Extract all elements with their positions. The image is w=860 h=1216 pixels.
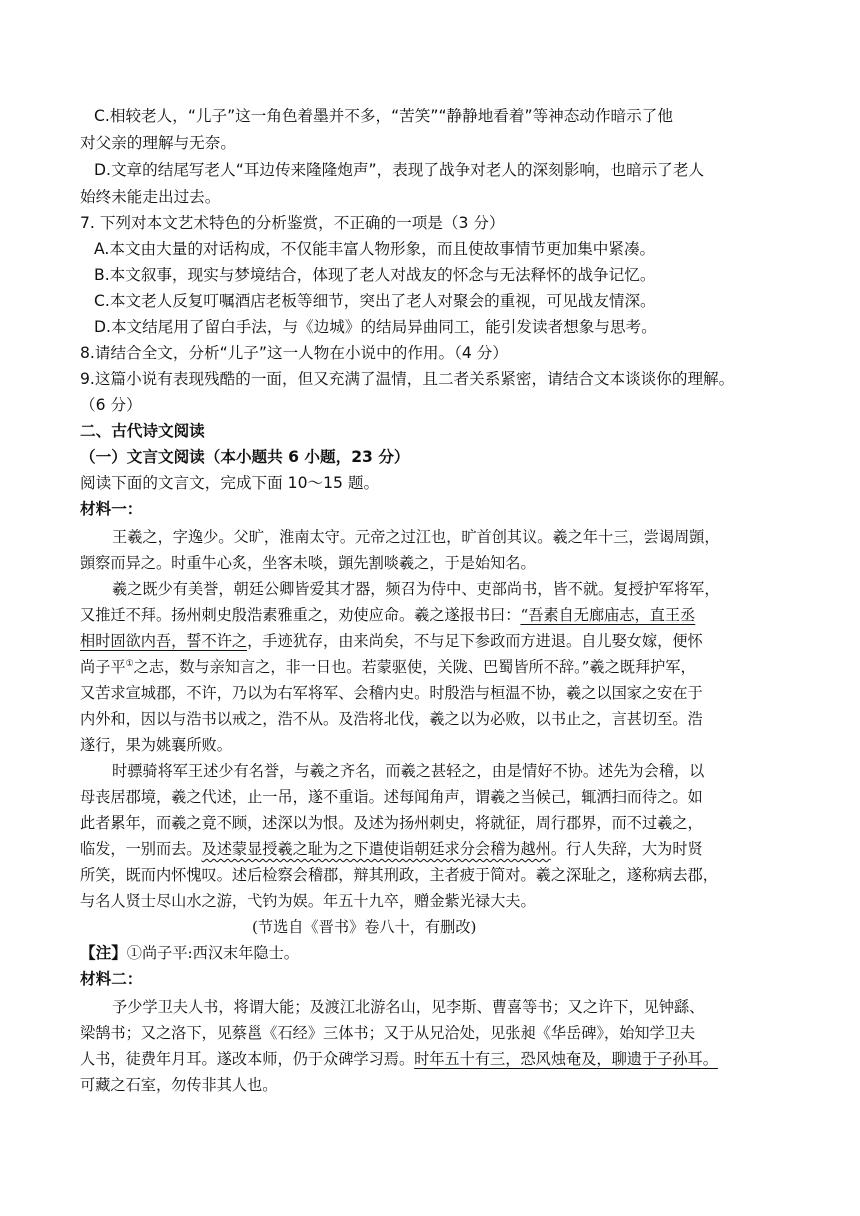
underlined-quote-start: “吾素自无廊庙志，直王丞 — [520, 606, 696, 624]
footnote-marker: ① — [125, 658, 134, 669]
q6-option-c-line2: 对父亲的理解与无奈。 — [80, 134, 236, 152]
material1-p1-line2: 顗察而异之。时重牛心炙，坐客未啖，顗先割啖羲之，于是始知名。 — [80, 554, 536, 572]
section-heading: 二、古代诗文阅读 — [80, 422, 205, 440]
footnote-text: ①尚子平:西汉末年隐士。 — [126, 944, 299, 962]
material1-p2-line5: 又苦求宣城郡，不许，乃以为右军将军、会稽内史。时殷浩与桓温不协，羲之以国家之安在于 — [80, 684, 703, 702]
instruction: 阅读下面的文言文，完成下面 10～15 题。 — [80, 474, 380, 492]
sub-section-heading: （一）文言文阅读（本小题共 6 小题，23 分） — [80, 448, 410, 466]
q6-option-d-line2: 始终未能走出过去。 — [80, 188, 221, 206]
material1-p3-line5: 所笑，既而内怀愧叹。述后检察会稽郡，辩其刑政，主者疲于简对。羲之深耻之，遂称病去郡， — [80, 866, 718, 884]
material1-p2-line1: 羲之既少有美誉，朝廷公卿皆爱其才器，频召为侍中、吏部尚书，皆不就。复授护军将军， — [112, 580, 720, 598]
underlined-sentence: 时年五十有三，恐风烛奄及，聊遗于子孙耳。 — [414, 1050, 718, 1068]
material1-label: 材料一： — [80, 500, 143, 518]
q6-option-c-line1: C.相较老人，“儿子”这一角色着墨并不多，“苦笑”“静静地看着”等神态动作暗示了他 — [94, 107, 673, 125]
material1-p2-line4-name: 尚子平 — [80, 658, 126, 676]
material1-p2-line4 — [80, 655, 696, 679]
material2-line2: 梁鹄书；又之洛下，见蔡邕《石经》三体书；又于从兄洽处，见张昶《华岳碑》，始知学卫夫 — [80, 1024, 696, 1042]
q7-option-d: D.本文结尾用了留白手法，与《边城》的结局异曲同工，能引发读者想象与思考。 — [94, 318, 657, 336]
material1-p3-line4 — [80, 837, 703, 861]
q7-stem: 7. 下列对本文艺术特色的分析鉴赏，不正确的一项是（3 分） — [80, 214, 505, 232]
material1-p2-line4-text: 之志，数与亲知言之，非一日也。若蒙驱使，关陇、巴蜀皆所不辞。”羲之既拜护军， — [133, 658, 696, 676]
material2-line4: 可藏之石室，勿传非其人也。 — [80, 1076, 278, 1094]
q8: 8.请结合全文，分析“儿子”这一人物在小说中的作用。（4 分） — [80, 344, 508, 362]
material1-p2-line3 — [80, 629, 703, 653]
material1-p3-line3: 此者累年，而羲之竟不顾，述深以为恨。及述为扬州刺史，将就征，周行郡界，而不过羲之， — [80, 814, 703, 832]
material1-source: (节选自《晋书》卷八十，有删改) — [252, 918, 477, 936]
material2-line1: 予少学卫夫人书，将谓大能；及渡江北游名山，见李斯、曹喜等书；又之许下，见钟繇、 — [112, 998, 705, 1016]
material1-p1-line1: 王羲之，字逸少。父旷，淮南太守。元帝之过江也，旷首创其议。羲之年十三，尝谒周顗， — [112, 528, 720, 546]
material1-p3-line4-start: 临发，一别而去。 — [80, 840, 202, 858]
underlined-quote-end: 相时固欲内吾，誓不许之 — [80, 632, 248, 650]
material1-p3-line1: 时骠骑将军王述少有名誉，与羲之齐名，而羲之甚轻之，由是情好不协。述先为会稽，以 — [112, 762, 705, 780]
material1-p2-line3-text: ，手迹犹存，由来尚矣，不与足下参政而方进退。自儿娶女嫁，便怀 — [247, 632, 703, 650]
material1-p3-line2: 母丧居郡境，羲之代述，止一吊，遂不重诣。述每闻角声，谓羲之当候己，辄洒扫而待之。如 — [80, 788, 703, 806]
material2-label: 材料二： — [80, 970, 143, 988]
q7-option-a: A.本文由大量的对话构成，不仅能丰富人物形象，而且使故事情节更加集中紧凑。 — [94, 240, 656, 258]
footnote — [80, 941, 299, 965]
material1-p2-line2-text: 又推迁不拜。扬州刺史殷浩素雅重之，劝使应命。羲之遂报书曰： — [80, 606, 521, 624]
q9-line2: （6 分） — [80, 396, 142, 414]
material2-line3 — [80, 1047, 718, 1071]
q9-line1: 9.这篇小说有表现残酷的一面，但又充满了温情，且二者关系紧密，请结合文本谈谈你的理解。 — [80, 370, 735, 388]
q7-option-c: C.本文老人反复叮嘱酒店老板等细节，突出了老人对聚会的重视，可见战友情深。 — [94, 292, 656, 310]
q6-option-d-line1: D.文章的结尾写老人“耳边传来隆隆炮声”，表现了战争对老人的深刻影响，也暗示了老人 — [94, 161, 705, 179]
wavy-underlined-sentence: 及述蒙显授羲之耻为之下遣使诣朝廷求分会稽为越州 — [201, 840, 551, 858]
material1-p2-line2 — [80, 603, 695, 627]
footnote-label: 【注】 — [80, 944, 127, 962]
material2-line3-text: 人书，徒费年月耳。遂改本师，仍于众碑学习焉。 — [80, 1050, 415, 1068]
material1-p3-line6: 与名人贤士尽山水之游，弋钓为娱。年五十九卒，赠金紫光禄大夫。 — [80, 892, 536, 910]
material1-p2-line7: 遂行，果为姚襄所败。 — [80, 736, 232, 754]
material1-p3-line4-end: 。行人失辞，大为时贤 — [550, 840, 703, 858]
material1-p2-line6: 内外和，因以与浩书以戒之，浩不从。及浩将北伐，羲之以为必败，以书止之，言甚切至。浩 — [80, 710, 703, 728]
q7-option-b: B.本文叙事，现实与梦境结合，体现了老人对战友的怀念与无法释怀的战争记忆。 — [94, 266, 656, 284]
